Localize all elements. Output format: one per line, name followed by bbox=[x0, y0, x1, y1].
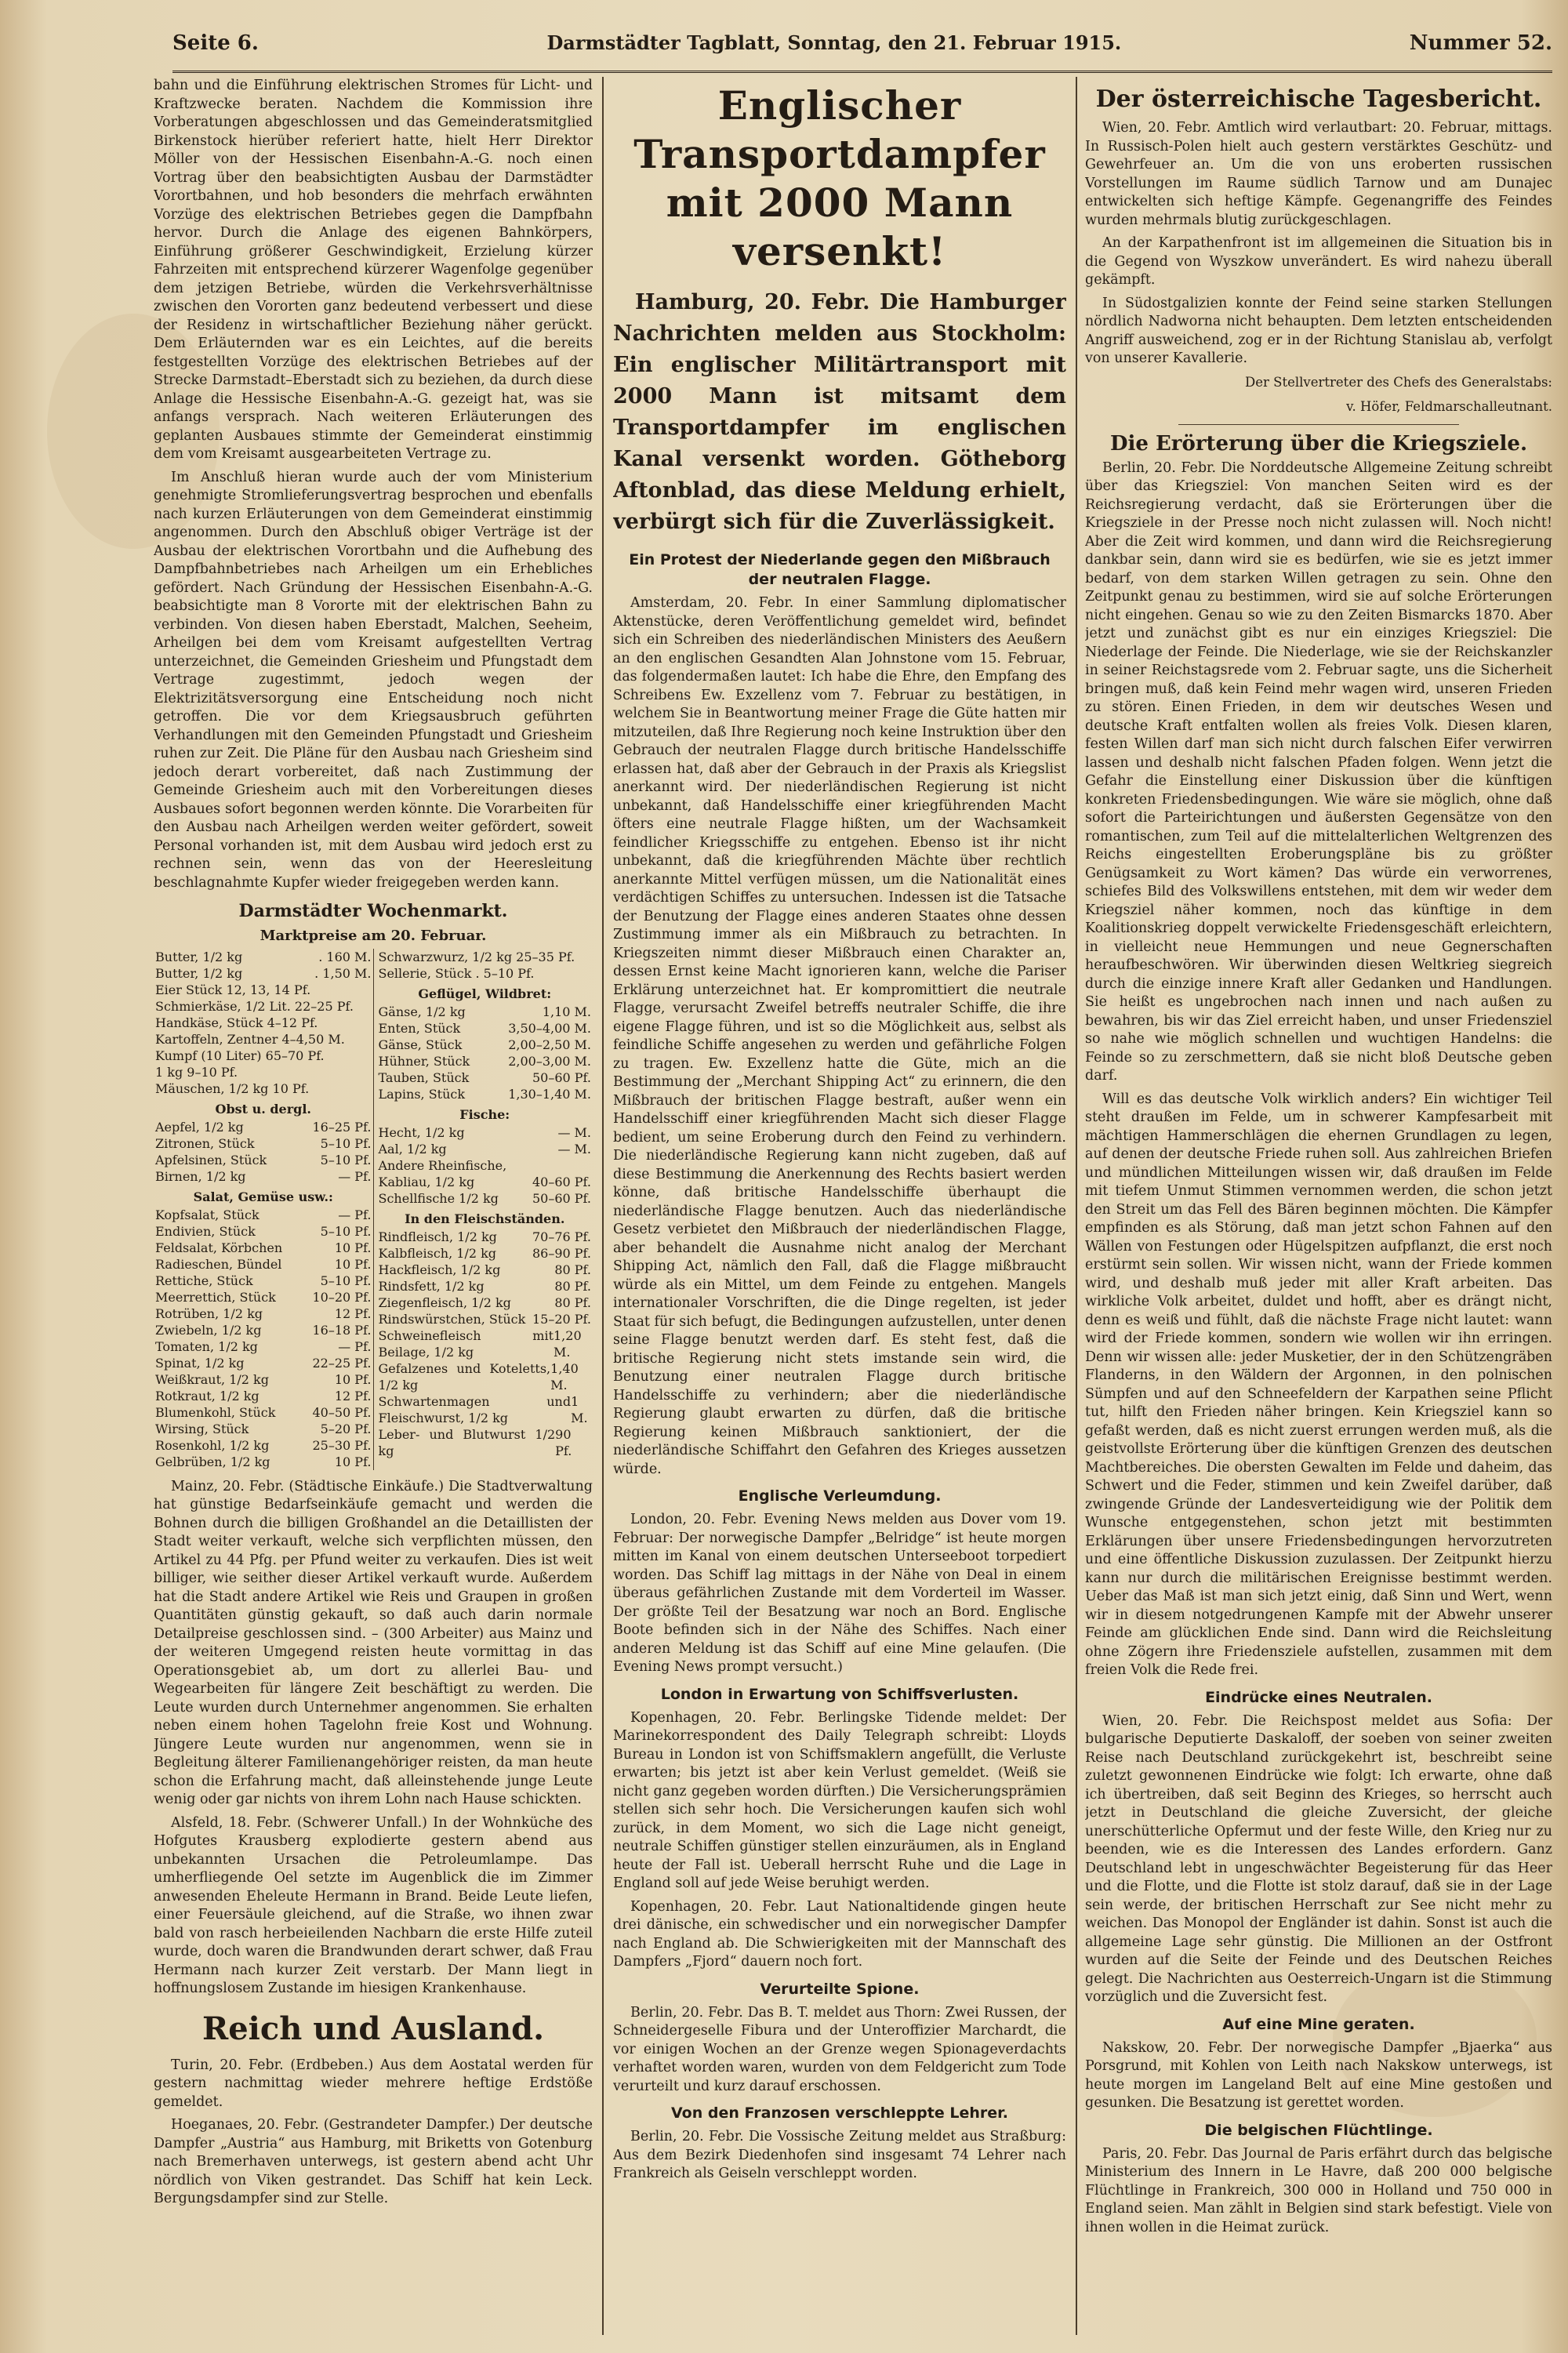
market-price-row bbox=[155, 949, 372, 965]
market-item: Birnen, 1/2 kg bbox=[155, 1168, 246, 1184]
market-price: . 1,50 M. bbox=[314, 965, 372, 981]
market-price-row bbox=[379, 965, 592, 982]
signature-line: v. Höfer, Feldmarschalleutnant. bbox=[1346, 399, 1552, 414]
article-title: London in Erwartung von Schiffsverlusten. bbox=[660, 1685, 1019, 1703]
market-item: 1 kg 9–10 Pf. bbox=[155, 1064, 238, 1080]
market-price-row bbox=[379, 1262, 592, 1278]
market-price: 15–20 Pf. bbox=[532, 1311, 591, 1327]
market-item: Enten, Stück bbox=[378, 1020, 461, 1036]
market-price-row bbox=[155, 1015, 372, 1031]
market-price-row bbox=[379, 1360, 592, 1393]
market-price-row bbox=[379, 1295, 592, 1311]
market-price-row bbox=[155, 1454, 372, 1470]
market-group-title: Fische: bbox=[459, 1106, 510, 1122]
article-paragraph: Berlin, 20. Febr. Die Norddeutsche Allgemeine Zeitung schreibt über das Kriegsziel: Von manchen Seiten wird es der Reichsregierung verdacht, daß sie Erörterungen über die Kriegsziele in der Presse noch nicht zulassen will. Noch nicht! Aber die Zeit wird kommen, und dann wird die Reichsregierung dankbar sein, dann wird sie es bedürfen, wie sie es jetzt immer bedarf, von dem starken Willen getragen zu sein. Ohne den Zeitpunkt genau zu bestimmen, wird sie auf solche Erörterungen nicht eingehen. Genau so wie zu den Zeiten Bismarcks 1870. Aber jetzt und zunächst gibt es nur ein einziges Kriegsziel: Die Niederlage der Feinde. Die Niederlage, wie sie der Reichskanzler in seiner Reichstagsrede vom 2. Februar sagte, uns die Sicherheit bringen muß, daß kein Feind mehr wagen wird, unseren Frieden zu stören. Einen Frieden, in dem wir deutsches Wesen und deutsche Kraft entfalten wollen als freies Volk. Diesen klaren, festen Willen darf man sich nicht durch falschen Eifer verwirren lassen und deshalb nicht falschen Pfaden folgen. Wenn jetzt die Gefahr die Einstellung einer Diskussion über die künftigen konkreten Friedensbedingungen. Wie wäre sie möglich, ohne daß sofort die Parteirichtungen und äußersten Gegensätze von den romantischen, zum Teil auf die mittelalterlichen Weltgrenzen des Reichs eingestellten Eroberungspläne bis zu größter Genügsamkeit zu Wort kämen? Das würde ein verworrenes, schiefes Bild des Volkswillens entstehen, mit dem wir weder dem Kriegsziel näher kommen, noch das künftige in dem Koalitionskrieg doppelt verwickelte Friedensgeschäft erleichtern, in vielleicht neue Hemmungen und neue Gegnerschaften heraufbeschwören. Wir überwinden diesen Weltkrieg siegreich durch die einzige innere Kraft aller Gedanken und Handlungen. Sie heißt es ungebrochen nach innen und nach außen zu bewahren, bis wir das Ziel erreicht haben, und unser Friedensziel so nahe wie möglich schnellen und wuchtigen Handelns: die Feinde so zu zerschmettern, daß sie nicht bloß Deutsche geben darf. bbox=[1085, 459, 1552, 1084]
market-item: Tomaten, 1/2 kg bbox=[155, 1338, 258, 1354]
market-price-row bbox=[155, 1256, 372, 1273]
market-price-row bbox=[379, 1278, 592, 1295]
market-subtitle: Marktpreise am 20. Februar. bbox=[260, 928, 487, 944]
market-item: Rindfleisch, 1/2 kg bbox=[378, 1229, 497, 1244]
market-item: Kopfsalat, Stück bbox=[155, 1207, 260, 1222]
market-price-row bbox=[379, 1124, 592, 1141]
market-price-row bbox=[379, 1190, 592, 1207]
market-price: 10 Pf. bbox=[334, 1256, 372, 1272]
article-title: Die belgischen Flüchtlinge. bbox=[1204, 2121, 1433, 2139]
market-title: Darmstädter Wochenmarkt. bbox=[238, 901, 508, 921]
paper-title: Darmstädter Tagblatt, Sonntag, den 21. Februar 1915. bbox=[546, 31, 1122, 54]
market-item: Schwartenmagen und Fleischwurst, 1/2 kg bbox=[378, 1393, 572, 1425]
market-item: Lapins, Stück bbox=[378, 1086, 466, 1102]
article-paragraph: Paris, 20. Febr. Das Journal de Paris erfährt durch das belgische Ministerium des Innern in Le Havre, daß 200 000 belgische Flüchtlinge in Frankreich, 300 000 in Holland und 750 000 in England seien. Man zählt in Belgien sind stark befestigt. Viele von ihnen wollen in die Heimat zurück. bbox=[1085, 2145, 1552, 2235]
market-price-row bbox=[379, 1157, 592, 1174]
market-price-row bbox=[155, 1404, 372, 1421]
market-price-row bbox=[379, 1311, 592, 1327]
market-item: Schellfische 1/2 kg bbox=[378, 1190, 499, 1206]
market-price-row bbox=[155, 1064, 372, 1080]
market-price: 1,40 M. bbox=[550, 1360, 579, 1393]
market-item: Eier Stück 12, 13, 14 Pf. bbox=[155, 982, 311, 997]
market-price-row bbox=[379, 1327, 592, 1360]
market-price-row bbox=[155, 1119, 372, 1135]
market-price: 5–10 Pf. bbox=[320, 1223, 372, 1239]
column-rule bbox=[602, 77, 604, 2335]
market-item: Schwarzwurz, 1/2 kg 25–35 Pf. bbox=[378, 949, 575, 964]
market-price-row bbox=[155, 1437, 372, 1454]
market-price-row bbox=[379, 1037, 592, 1053]
page-number: Seite 6. bbox=[172, 31, 259, 55]
market-price: — Pf. bbox=[338, 1207, 372, 1222]
article-paragraph: Im Anschluß hieran wurde auch der vom Ministerium genehmigte Stromlieferungsvertrag besprochen und ebenfalls nach kurzen Erläuterungen von dem Gemeinderat einstimmig angenommen. Durch den Abschluß obiger Verträge ist der Ausbau der elektrischen Vorortbahn und die Aufhebung des Dampfbahnbetriebes nach Arheilgen um ein Erhebliches gefördert. Nach Gründung der Hessischen Eisenbahn-A.-G. beabsichtigte man 8 Vororte mit der elektrischen Bahn zu verbinden. Von diesen haben Eberstadt, Malchen, Seeheim, Arheilgen bei dem vom Kreisamt aufgestellten Vertrag unterzeichnet, die Gemeinden Griesheim und Pfungstadt dem Vertrage zugestimmt, jedoch wegen der Elektrizitätsversorgung eine Entscheidung noch nicht getroffen. Die vor dem Kriegsausbruch geführten Verhandlungen mit den Gemeinden Pfungstadt und Griesheim ruhen zur Zeit. Die Pläne für den Ausbau nach Griesheim sind jedoch derart vorbereitet, daß nach Zustimmung der Gemeinde Griesheim auch mit den Vorbereitungen dieses Ausbaues sofort begonnen werden könnte. Die Vorarbeiten für den Ausbau nach Arheilgen werden weiter gefördert, soweit Personal vorhanden ist, mit dem Ausbau wird jedoch erst zu rechnen sein, wenn das von der Heeresleitung beschlagnahmte Kupfer wieder freigegeben werden kann. bbox=[154, 469, 593, 891]
market-price: 90 Pf. bbox=[555, 1426, 572, 1458]
market-price: . 160 M. bbox=[318, 949, 372, 964]
market-price-row bbox=[155, 1240, 372, 1256]
market-price: 80 Pf. bbox=[554, 1278, 591, 1294]
column-middle bbox=[613, 77, 1066, 2335]
market-price-row bbox=[379, 1229, 592, 1245]
article-paragraph: Kopenhagen, 20. Febr. Laut Nationaltidende gingen heute drei dänische, ein schwedischer und ein norwegischer Dampfer nach England ab. Die Schwierigkeiten mit der Mannschaft des Dampfers „Fjord“ dauern noch fort. bbox=[613, 1898, 1066, 1970]
market-price-row bbox=[155, 1080, 372, 1097]
market-price: 1 M. bbox=[571, 1393, 588, 1425]
market-group-title: Geflügel, Wildbret: bbox=[418, 986, 552, 1001]
market-price-row bbox=[155, 1135, 372, 1152]
market-price-row bbox=[155, 1388, 372, 1404]
market-item: Ziegenfleisch, 1/2 kg bbox=[378, 1295, 511, 1310]
column-rule bbox=[1076, 77, 1077, 2335]
article-paragraph: Berlin, 20. Febr. Die Vossische Zeitung meldet aus Straßburg: Aus dem Bezirk Diedenhofen sind insgesamt 74 Lehrer nach Frankreich als Geiseln verschleppt worden. bbox=[613, 2129, 1066, 2181]
market-price: 2,00–2,50 M. bbox=[508, 1037, 591, 1052]
article-paragraph: Berlin, 20. Febr. Das B. T. meldet aus Thorn: Zwei Russen, der Schneidergeselle Fibura und der Unteroffizier Marchardt, die vor einigen Wochen an der Grenze wegen Spionageverdachts verhaftet worden waren, wurden von dem Feldgericht zum Tode verurteilt und kurz darauf erschossen. bbox=[613, 2004, 1066, 2094]
article-paragraph: Will es das deutsche Volk wirklich anders? Ein wichtiger Teil steht draußen im Felde, um in schwerer Kampfesarbeit mit mächtigen Hammerschlägen die ehernen Grundlagen zu legen, auf denen der deutsche Friede ruhen soll. Aus zahlreichen Briefen und mündlichen Mitteilungen wissen wir, daß draußen im Felde mit tiefem Unmut Stimmen vernommen werden, die schon jetzt den Streit um das Fell des Bären beginnen möchten. Die Kämpfer empfinden es als Störung, daß man jetzt schon Fahnen auf den Wällen von Festungen oder Hügelspitzen aufpflanzt, die erst noch erstürmt sein sollen. Wir wissen nicht, wann der Friede kommen wird, und deshalb muß jeder mit aller Kraft arbeiten. Das wirkliche Volk arbeitet, duldet und hofft, aber es drängt nicht, denn es weiß und fühlt, daß die nächste Frage nicht lautet: wann wird der Friede kommen, sondern wie wollen wir ihn erringen. Denn wir wissen alle: jeder Musketier, der in den Schützengräben Flanderns, in den Wäldern der Argonnen, in den polnischen Sümpfen und auf den Schneefeldern der Karpathen seine Pflicht tut, hilft den Frieden näher bringen. Kein Kriegsziel kann so gefaßt werden, daß es nicht zuerst errungen werden muß, als die geistvollste Erörterung über die künftigen Grenzen des deutschen Machtbereiches. Die obersten Gewalten im Felde und daheim, das Schwert und die Feder, stimmen und kein Zweifel darüber, daß zwingende Gründe der Landesverteidigung wie der Politik dem Wunsche entgegenstehen, schon jetzt mit bestimmten Erklärungen über unsere Friedensbedingungen hervorzutreten und eine öffentliche Diskussion zuzulassen. Der Zeitpunkt hierzu kann nur durch die militärischen Ereignisse bestimmt werden. Ueber das Maß ist man sich jetzt einig, daß Sinn und Wert, wenn wir in diesem notgedrungenen Kampfe mit der Abwehr unserer Feinde am glücklichen Ende sind. Dann wird die Reichsleitung ohne Zögern ihre Friedensziele aufstellen, zusammen mit dem freien Volk die Rede frei. bbox=[1085, 1091, 1552, 1678]
market-price-row bbox=[379, 1245, 592, 1262]
market-price: 12 Pf. bbox=[334, 1305, 372, 1321]
market-price-row bbox=[155, 1338, 372, 1355]
market-item: Rindsfett, 1/2 kg bbox=[378, 1278, 485, 1294]
market-item: Andere Rheinfische, bbox=[378, 1157, 507, 1173]
market-price: 50–60 Pf. bbox=[532, 1069, 591, 1085]
article-paragraph: Amsterdam, 20. Febr. In einer Sammlung diplomatischer Aktenstücke, deren Veröffentlichung gemeldet wird, befindet sich ein Schreiben des niederländischen Ministers des Aeußern an den englischen Gesandten Alan Johnstone vom 15. Februar, das folgendermaßen lautet: Ich habe die Ehre, den Empfang des Schreibens Ew. Exzellenz vom 7. Februar zu bestätigen, in welchem Sie in Beantwortung meiner Frage die Güte hatten mir mitzuteilen, daß Ihre Regierung noch keine Instruktion über den Gebrauch der neutralen Flagge durch britische Handelsschiffe erlassen hat, daß aber der Gebrauch in der Praxis als Kriegslist anerkannt wird. Der niederländischen Regierung ist nicht unbekannt, daß Handelsschiffe einer kriegführenden Macht öfters eine neutrale Flagge hißten, um der Wachsamkeit feindlicher Kriegsschiffe zu entgehen. Ebenso ist ihr nicht unbekannt, daß die kriegführenden Mächte über rechtlich anerkannte Mittel verfügen müssen, um die Nationalität eines verdächtigen Schiffes zu untersuchen. Indessen ist die Tatsache der Benutzung der Flagge eines anderen Staates ohne dessen Zustimmung immer als ein Mißbrauch zu betrachten. In Kriegszeiten nimmt dieser Mißbrauch einen Charakter an, dessen Ernst keine Macht ignorieren kann, welche die Pariser Erklärung unterzeichnet hat. Er kompromittiert die neutrale Flagge, verursacht Zweifel betreffs neutraler Schiffe, die ihre eigene Flagge führen, und ist so die Möglichkeit aus, selbst als feindliche Schiffe angesehen zu werden und gefährliche Folgen zu tragen. Ew. Exzellenz hatte die Güte, mich an die Bestimmung der „Merchant Shipping Act“ zu erinnern, die den Mißbrauch der britischen Flagge bestraft, außer wenn ein Handelsschiff einer kriegführenden Macht sich dieser Flagge bedient, um seine Eroberung durch den Feind zu verhindern. Die niederländische Regierung kann nicht zugeben, daß auf diese Bestimmung die Anerkennung des Rechts basiert werden könne, daß britische Handelsschiffe überhaupt die niederländische Flagge benutzen. Auch das niederländische Gesetz verbietet den Mißbrauch der niederländischen Flagge, aber behandelt die Ausnahme nicht analog der Merchant Shipping Act, nämlich den Fall, daß die Flagge mißbraucht würde als ein Mittel, um dem Feinde zu entgehen. Mangels internationaler Vorschriften, die die Dinge regelten, ist jeder Staat für sich befugt, die Bedingungen aufzustellen, unter denen seine Flagge benutzt werden darf. Es steht fest, daß die britische Regierung nicht stets imstande sein wird, die Benutzung einer neutralen Flagge durch britische Handelsschiffe zu verhindern; aber die niederländische Regierung glaubt erwarten zu dürfen, daß die britische Regierung keinen Mißbrauch sanktioniert, der die niederländische Schiffahrt den Gefahren des Krieges aussetzen würde. bbox=[613, 595, 1066, 1477]
market-item: Wirsing, Stück bbox=[155, 1421, 249, 1436]
market-price: 2,00–3,00 M. bbox=[508, 1053, 591, 1069]
market-price-row bbox=[155, 1355, 372, 1371]
article-title: Auf eine Mine geraten. bbox=[1222, 2015, 1415, 2033]
market-item: Tauben, Stück bbox=[378, 1069, 470, 1085]
market-item: Kartoffeln, Zentner 4–4,50 M. bbox=[155, 1031, 345, 1047]
market-price: — M. bbox=[557, 1124, 591, 1140]
market-item: Schweinefleisch mit Beilage, 1/2 kg bbox=[378, 1327, 554, 1360]
market-price-row bbox=[379, 1086, 592, 1102]
market-price: 16–18 Pf. bbox=[312, 1322, 372, 1338]
market-item: Rosenkohl, 1/2 kg bbox=[155, 1437, 270, 1453]
market-item: Endivien, Stück bbox=[155, 1223, 256, 1239]
market-price-row bbox=[379, 1393, 592, 1426]
article-paragraph: bahn und die Einführung elektrischen Stromes für Licht- und Kraftzwecke beraten. Nachdem die Kommission ihre Vorberatungen abgeschlossen und das Gemeinderatsmitglied Birkenstock hierüber referiert hatte, hielt Herr Direktor Möller von der Hessischen Eisenbahn-A.-G. noch einen Vortrag über den beabsichtigten Ausbau der Darmstädter Vorortbahnen, und hob besonders die mehrfach erwähnten Vorzüge des elektrischen Betriebes gegen die Dampfbahn hervor. Durch die Anlage des eigenen Bahnkörpers, Einführung größerer Geschwindigkeit, Erzielung kürzer Fahrzeiten mit entsprechend kürzerer Wagenfolge gegenüber dem jetzigen Betriebe, würden die Verkehrsverhältnisse zwischen den Vororten ganz bedeutend verbessert und diese der Residenz in wirtschaftlicher Beziehung näher gerückt. Dem Erläuternden war es ein Leichtes, auf die bereits festgestellten Vorzüge des elektrischen Betriebes auf der Strecke Darmstadt–Eberstadt sich zu beziehen, da durch diese Anlage die Hessische Eisenbahn-A.-G. gezeigt hat, was sie anfangs versprach. Nach weiteren Erläuterungen des geplanten Ausbaues stimmte der Gemeinderat einstimmig dem vom Kreisamt ausgearbeiteten Vertrage zu. bbox=[154, 78, 593, 462]
market-price-row bbox=[379, 1426, 592, 1459]
market-item: Blumenkohl, Stück bbox=[155, 1404, 276, 1420]
market-price: — M. bbox=[557, 1141, 591, 1157]
market-item: Gänse, Stück bbox=[378, 1037, 463, 1052]
market-price-table bbox=[154, 949, 593, 1470]
article-paragraph: Wien, 20. Febr. Die Reichspost meldet aus Sofia: Der bulgarische Deputierte Daskaloff, der soeben von seiner zweiten Reise nach Deutschland zurückgekehrt ist, beschreibt seine zuletzt gewonnenen Eindrücke wie folgt: Ich erwarte, ohne daß ich übertreiben, daß seit Beginn des Krieges, so herrscht auch jetzt in Deutschland die gleiche Zuversicht, der gleiche unerschütterliche Opfermut und der feste Wille, den Krieg nur zu beenden, wie es die Interessen des Landes erfordern. Ganz Deutschland lebt in ungeschwächter Begeisterung für das Heer und die Flotte, und die Flotte ist stolz darauf, daß sie in der Lage sein werde, der britischen Herrschaft zur See nicht mehr zu weichen. Das Monopol der Engländer ist dahin. Sonst ist auch die allgemeine Lage sehr günstig. Die Millionen an der Ostfront wurden auf die Seite der Feinde und des Deutschen Reiches gelegt. Die Nachrichten aus Oesterreich-Ungarn ist die Stimmung vorzüglich und die Zuversicht fest. bbox=[1085, 1712, 1552, 2005]
market-item: Rotrüben, 1/2 kg bbox=[155, 1305, 263, 1321]
market-price-row bbox=[155, 1168, 372, 1185]
market-price-row bbox=[155, 1207, 372, 1223]
market-column-right bbox=[373, 949, 593, 1470]
article-paragraph: London, 20. Febr. Evening News melden aus Dover vom 19. Februar: Der norwegische Dampfer „Belridge“ ist heute morgen mitten im Kanal von einem deutschen Unterseeboot torpediert worden. Das Schiff lag mittags in der Nähe von Deal in einem überaus gefährlichen Zustande mit dem Vorderteil im Wasser. Der größte Teil der Besatzung war noch an Bord. Englische Boote befinden sich in der Nähe des Schiffes. Nach einer anderen Meldung ist das Schiff auf eine Mine gelaufen. (Die Evening News prompt versucht.) bbox=[613, 1512, 1066, 1675]
divider bbox=[1178, 424, 1459, 425]
article-title: Eindrücke eines Neutralen. bbox=[1205, 1688, 1432, 1706]
market-item: Butter, 1/2 kg bbox=[155, 949, 243, 964]
market-item: Schmierkäse, 1/2 Lit. 22–25 Pf. bbox=[155, 998, 354, 1014]
market-price-row bbox=[155, 1305, 372, 1322]
article-title: Die Erörterung über die Kriegsziele. bbox=[1109, 431, 1528, 456]
market-item: Radieschen, Bündel bbox=[155, 1256, 282, 1272]
market-price-row bbox=[155, 1223, 372, 1240]
market-price: 70–76 Pf. bbox=[532, 1229, 591, 1244]
market-item: Hecht, 1/2 kg bbox=[378, 1124, 465, 1140]
market-price: 5–10 Pf. bbox=[320, 1273, 372, 1288]
market-item: Hühner, Stück bbox=[378, 1053, 470, 1069]
market-item: Spinat, 1/2 kg bbox=[155, 1355, 245, 1371]
article-title: Verurteilte Spione. bbox=[760, 1980, 920, 1998]
issue-number: Nummer 52. bbox=[1409, 31, 1552, 55]
column-left bbox=[154, 77, 593, 2335]
market-price: 1,30–1,40 M. bbox=[508, 1086, 591, 1102]
market-item: Leber- und Blutwurst 1/2 kg bbox=[378, 1426, 556, 1458]
market-price: 10–20 Pf. bbox=[312, 1289, 372, 1305]
market-group-title: Salat, Gemüse usw.: bbox=[193, 1189, 333, 1204]
article-title: Von den Franzosen verschleppte Lehrer. bbox=[671, 2104, 1008, 2122]
market-price-row bbox=[379, 1020, 592, 1037]
article-paragraph: An der Karpathenfront ist im allgemeinen die Situation bis in die Gegend von Wyszkow unverändert. Es wird nahezu überall gekämpft. bbox=[1085, 235, 1552, 288]
signature-line: Der Stellvertreter des Chefs des Generalstabs: bbox=[1245, 374, 1552, 390]
market-price: 80 Pf. bbox=[554, 1262, 591, 1277]
market-price-row bbox=[155, 1421, 372, 1437]
market-price-row bbox=[155, 1048, 372, 1064]
market-price-row bbox=[379, 949, 592, 965]
market-item: Feldsalat, Körbchen bbox=[155, 1240, 283, 1255]
article-paragraph: Kopenhagen, 20. Febr. Berlingske Tidende meldet: Der Marinekorrespondent des Daily Telegraph schreibt: Lloyds Bureau in London ist von Schiffsmaklern angefüllt, die Verluste erwarten; bis jetzt ist aber kein Verlust gemeldet. (Weiß sie nicht ganz gegeben worden dürften.) Die Versicherungsprämien stellen sich sehr hoch. Die Versicherungen kaufen sich wohl zurück, in dem Moment, wo sich die Lage nicht geneigt, neutrale Schiffen günstiger stellen einzuräumen, als in England heute der Fall ist. Ueberall herrscht Ruhe und die Lage in England soll auf jede Weise beruhigt werden. bbox=[613, 1709, 1066, 1891]
market-item: Kabliau, 1/2 kg bbox=[378, 1174, 475, 1189]
market-price: 50–60 Pf. bbox=[532, 1190, 591, 1206]
market-group-title: Obst u. dergl. bbox=[215, 1101, 311, 1117]
market-price: — Pf. bbox=[338, 1338, 372, 1354]
article-title: Ein Protest der Niederlande gegen den Mißbrauch der neutralen Flagge. bbox=[629, 551, 1051, 588]
market-item: Gelbrüben, 1/2 kg bbox=[155, 1454, 270, 1469]
article-title: Englische Verleumdung. bbox=[738, 1487, 942, 1505]
article-paragraph: Mainz, 20. Febr. (Städtische Einkäufe.) Die Stadtverwaltung hat günstige Bedarfseinkäufe gemacht und werden die Bohnen durch die billigen Großhandel an die Detaillisten der Stadt weiter verkauft, welche sich verpflichten müssen, den Artikel zu 44 Pfg. per Pfund weiter zu verkaufen. Dies ist weit billiger, wie seither dieser Artikel verkauft wurde. Außerdem hat die Stadt andere Artikel wie Reis und Graupen in großen Quantitäten günstig gekauft, so daß auch darin normale Detailpreise geschlossen sind. – (300 Arbeiter) aus Mainz und der weiteren Umgegend reisten heute vormittag in das Operationsgebiet ab, um dort zu allerlei Bau- und Wegearbeiten für längere Zeit beschäftigt zu werden. Die Leute wurden durch Unternehmer angenommen. Sie erhalten neben einem hohen Tagelohn freie Kost und Wohnung. Jüngere Leute wurden nur angenommen, wenn sie in Begleitung älterer Familienangehöriger reisten, da man heute schon die Erfahrung macht, daß alleinstehende junge Leute wenig oder gar nichts von ihrem Lohn nach Hause schickten. bbox=[154, 1478, 593, 1807]
market-item: Kalbfleisch, 1/2 kg bbox=[378, 1245, 497, 1261]
market-price: 16–25 Pf. bbox=[312, 1119, 372, 1135]
article-title: Der österreichische Tagesbericht. bbox=[1095, 85, 1542, 113]
market-price: 25–30 Pf. bbox=[312, 1437, 372, 1453]
market-price-row bbox=[379, 1069, 592, 1086]
market-item: Aepfel, 1/2 kg bbox=[155, 1119, 244, 1135]
market-item: Apfelsinen, Stück bbox=[155, 1152, 267, 1167]
market-item: Meerrettich, Stück bbox=[155, 1289, 276, 1305]
market-price: 1,10 M. bbox=[542, 1004, 591, 1019]
market-price: 10 Pf. bbox=[334, 1454, 372, 1469]
lead-headline: Englischer Transportdampfer mit 2000 Mann versenkt! bbox=[633, 82, 1046, 274]
lead-article: Hamburg, 20. Febr. Die Hamburger Nachrichten melden aus Stockholm: Ein englischer Militärtransport mit 2000 Mann ist mitsamt dem Transportdampfer im englischen Kanal versenkt worden. Götheborg Aftonblad, das diese Meldung erhielt, verbürgt sich für die Zuverlässigkeit. bbox=[613, 290, 1066, 534]
market-price-row bbox=[155, 1289, 372, 1305]
market-item: Handkäse, Stück 4–12 Pf. bbox=[155, 1015, 318, 1030]
market-group-title: In den Fleischständen. bbox=[405, 1211, 565, 1226]
market-price: 40–50 Pf. bbox=[312, 1404, 372, 1420]
market-item: Rettiche, Stück bbox=[155, 1273, 253, 1288]
market-item: Kumpf (10 Liter) 65–70 Pf. bbox=[155, 1048, 325, 1063]
market-item: Aal, 1/2 kg bbox=[378, 1141, 447, 1157]
market-item: Mäuschen, 1/2 kg 10 Pf. bbox=[155, 1080, 310, 1096]
market-price: 40–60 Pf. bbox=[532, 1174, 591, 1189]
market-price-row bbox=[379, 1141, 592, 1157]
market-price: 22–25 Pf. bbox=[312, 1355, 372, 1371]
market-item: Sellerie, Stück . 5–10 Pf. bbox=[378, 965, 535, 981]
market-price-row bbox=[155, 965, 372, 982]
market-price-row bbox=[155, 1152, 372, 1168]
market-item: Zwiebeln, 1/2 kg bbox=[155, 1322, 262, 1338]
market-item: Butter, 1/2 kg bbox=[155, 965, 243, 981]
market-price-row bbox=[155, 1031, 372, 1048]
market-price-row bbox=[379, 1174, 592, 1190]
market-item: Weißkraut, 1/2 kg bbox=[155, 1371, 269, 1387]
market-price: 5–10 Pf. bbox=[320, 1135, 372, 1151]
market-price: 86–90 Pf. bbox=[532, 1245, 591, 1261]
article-paragraph: Nakskow, 20. Febr. Der norwegische Dampfer „Bjaerka“ aus Porsgrund, mit Kohlen von Leith nach Nakskow unterwegs, ist heute morgen im Langeland Belt auf eine Mine gestoßen und gesunken. Die Besatzung ist gerettet worden. bbox=[1085, 2039, 1552, 2111]
article-paragraph: Alsfeld, 18. Febr. (Schwerer Unfall.) In der Wohnküche des Hofgutes Krausberg explodierte gestern abend aus unbekannten Ursachen die Petroleumlampe. Das umherfliegende Oel setzte im Augenblick die im Zimmer anwesenden Eheleute Hermann in Brand. Beide Leute liefen, einer Feuersäule gleichend, auf die Straße, wo ihnen zwar bald von rasch herbeieilenden Nachbarn die erste Hilfe zuteil wurde, doch waren die Brandwunden derart schwer, daß Frau Hermann nach kurzer Zeit verstarb. Der Mann liegt in hoffnungslosem Zustande im hiesigen Krankenhause. bbox=[154, 1814, 593, 1996]
market-price-row bbox=[155, 998, 372, 1015]
market-column-left bbox=[154, 949, 373, 1470]
section-title: Reich und Ausland. bbox=[201, 2010, 545, 2047]
market-item: Rindswürstchen, Stück bbox=[378, 1311, 526, 1327]
market-item: Hackfleisch, 1/2 kg bbox=[378, 1262, 501, 1277]
column-right bbox=[1085, 77, 1552, 2335]
market-price: 3,50–4,00 M. bbox=[508, 1020, 591, 1036]
article-paragraph: Turin, 20. Febr. (Erdbeben.) Aus dem Aostatal werden für gestern nachmittag wieder mehrere heftige Erdstöße gemeldet. bbox=[154, 2057, 593, 2110]
masthead bbox=[172, 31, 1552, 73]
market-price: 12 Pf. bbox=[334, 1388, 372, 1403]
market-price-row bbox=[155, 982, 372, 998]
market-price-row bbox=[155, 1322, 372, 1338]
market-item: Rotkraut, 1/2 kg bbox=[155, 1388, 260, 1403]
market-price-row bbox=[379, 1053, 592, 1069]
market-price-row bbox=[155, 1371, 372, 1388]
market-price: 10 Pf. bbox=[334, 1240, 372, 1255]
market-price: 5–10 Pf. bbox=[320, 1152, 372, 1167]
article-paragraph: Wien, 20. Febr. Amtlich wird verlautbart: 20. Februar, mittags. In Russisch-Polen hielt auch gestern verstärktes Geschütz- und Gewehrfeuer an. Um die von uns eroberten russischen Vorstellungen im Raume südlich Tarnow und am Dunajec entwickelten sich heftige Kämpfe. Gegenangriffe des Feindes wurden mehrmals blutig zurückgeschlagen. bbox=[1085, 120, 1552, 228]
market-item: Zitronen, Stück bbox=[155, 1135, 255, 1151]
article-paragraph: Hoeganaes, 20. Febr. (Gestrandeter Dampfer.) Der deutsche Dampfer „Austria“ aus Hamburg, mit Briketts von Gotenburg nach Bremerhaven unterwegs, ist gestern abend acht Uhr nördlich von Viken gestrandet. Das Schiff hat kein Leck. Bergungsdampfer sind zur Stelle. bbox=[154, 2117, 593, 2206]
market-price: 10 Pf. bbox=[334, 1371, 372, 1387]
market-item: Gefalzenes und Koteletts, 1/2 kg bbox=[378, 1360, 551, 1393]
market-price-row bbox=[379, 1004, 592, 1020]
market-price: 1,20 M. bbox=[554, 1327, 582, 1360]
article-paragraph: In Südostgalizien konnte der Feind seine starken Stellungen nördlich Nadworna nicht behaupten. Dem letzten entscheidenden Angriff ausweichend, zog er in der Richtung Stanislau ab, verfolgt von unserer Kavallerie. bbox=[1085, 295, 1552, 366]
market-price: — Pf. bbox=[338, 1168, 372, 1184]
market-price: 80 Pf. bbox=[554, 1295, 591, 1310]
market-price: 5–20 Pf. bbox=[320, 1421, 372, 1436]
market-item: Gänse, 1/2 kg bbox=[378, 1004, 466, 1019]
market-price-row bbox=[155, 1273, 372, 1289]
